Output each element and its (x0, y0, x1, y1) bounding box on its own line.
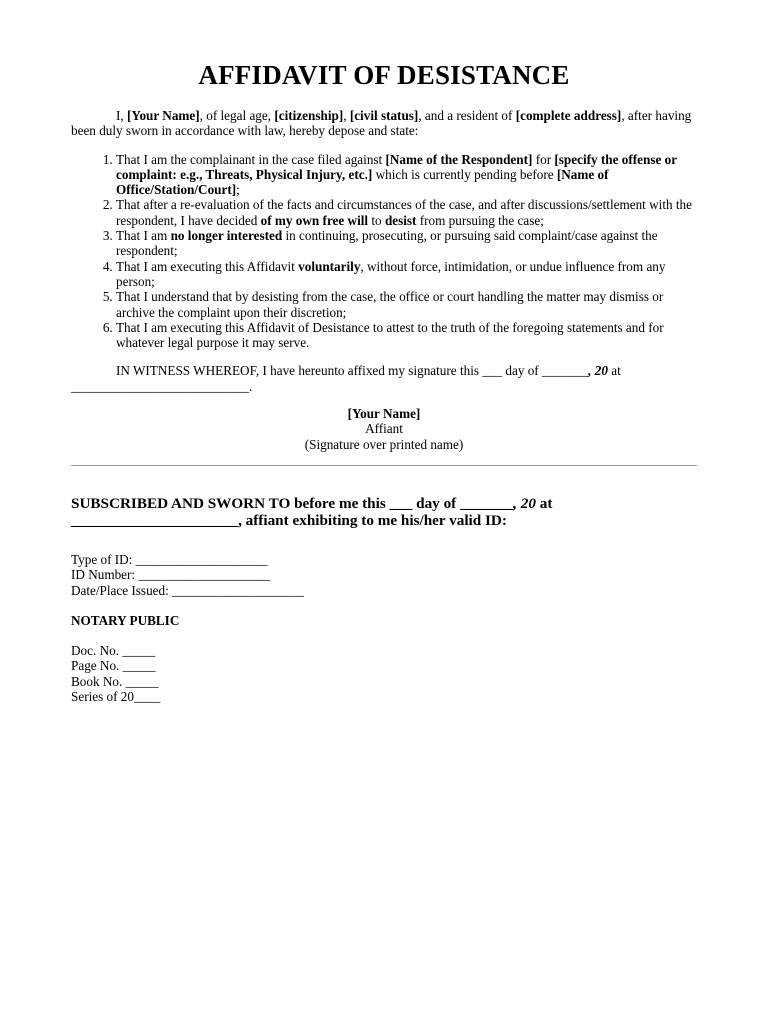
statement-text: which is currently pending before (372, 166, 557, 182)
id-date-place-field: Date/Place Issued: ____________________ (71, 582, 304, 598)
book-no-field: Book No. _____ (71, 673, 159, 689)
witness-year: , 20 (588, 363, 608, 379)
jurat-text: SUBSCRIBED AND SWORN TO before me this ___ day of _______ (71, 494, 514, 512)
section-divider (71, 465, 697, 466)
statement-text: That I am the complainant in the case filed against (116, 151, 386, 167)
statement-text: That I am executing this Affidavit (116, 258, 299, 274)
intro-paragraph (71, 108, 697, 139)
id-fields (71, 552, 697, 598)
jurat-text: at ______________________, affiant exhibiting to me his/her valid ID: (71, 494, 553, 530)
signature-role: Affiant (365, 421, 403, 437)
civil-status-placeholder: [civil status] (349, 108, 419, 123)
emphasis-text: desist (384, 212, 417, 228)
id-number-field: ID Number: ____________________ (71, 567, 271, 583)
intro-text: , and a resident of (418, 108, 516, 123)
notarial-register-fields (71, 643, 697, 704)
statement-text: ; (236, 182, 240, 198)
witness-text: IN WITNESS WHEREOF, I have hereunto affixed my signature this ___ day of _______ (116, 363, 589, 379)
citizenship-placeholder: [citizenship] (274, 108, 344, 123)
document-title: AFFIDAVIT OF DESISTANCE (198, 60, 570, 90)
jurat-year: , 20 (513, 494, 536, 512)
intro-text: , after having been duly sworn in accordance with law, hereby depose and state: (71, 108, 692, 139)
emphasis-text: of my own free will (260, 212, 369, 228)
address-placeholder: [complete address] (515, 108, 622, 123)
emphasis-text: voluntarily (298, 258, 361, 274)
office-placeholder: [Name of Office/Station/Court] (116, 166, 609, 198)
id-type-field: Type of ID: ____________________ (71, 551, 268, 567)
statement-item (116, 152, 697, 198)
statement-text: from pursuing the case; (416, 212, 544, 228)
statement-text: That after a re-evaluation of the facts and circumstances of the case, and after discussions/settlement with the respondent, I have decided (116, 197, 692, 228)
offense-placeholder: [specify the offense or complaint: e.g., Threats, Physical Injury, etc.] (116, 151, 677, 182)
signature-block (71, 406, 697, 452)
jurat-paragraph (71, 495, 697, 530)
statement-text: , without force, intimidation, or undue influence from any person; (116, 258, 666, 289)
witness-text: at ___________________________. (71, 363, 621, 394)
statement-text: That I am executing this Affidavit of Desistance to attest to the truth of the foregoing statements and for whatever legal purpose it may serve. (116, 319, 664, 351)
intro-text: I, (116, 108, 127, 123)
emphasis-text: no longer interested (170, 228, 283, 244)
intro-text: , (343, 108, 350, 123)
statement-item (116, 259, 697, 290)
signature-name: [Your Name] (347, 406, 421, 422)
statement-text: That I understand that by desisting from the case, the office or court handling the matter may dismiss or archive the complaint upon their discretion; (116, 289, 664, 320)
series-field: Series of 20____ (71, 689, 161, 705)
doc-no-field: Doc. No. _____ (71, 643, 156, 659)
witness-paragraph (71, 363, 697, 394)
statement-list (71, 152, 697, 351)
notary-public-label: NOTARY PUBLIC (71, 612, 180, 628)
statement-text: to (368, 212, 385, 228)
statement-item (116, 320, 697, 351)
statement-text: That I am (116, 228, 171, 244)
intro-text: , of legal age, (199, 108, 275, 123)
statement-item (116, 289, 697, 320)
page-no-field: Page No. _____ (71, 658, 156, 674)
affiant-name-placeholder: [Your Name] (127, 108, 200, 123)
statement-text: in continuing, prosecuting, or pursuing said complaint/case against the respondent; (116, 228, 658, 259)
statement-text: for (532, 151, 555, 167)
respondent-placeholder: [Name of the Respondent] (385, 151, 533, 167)
statement-item (116, 197, 697, 228)
statement-item (116, 228, 697, 259)
signature-note: (Signature over printed name) (304, 436, 464, 452)
